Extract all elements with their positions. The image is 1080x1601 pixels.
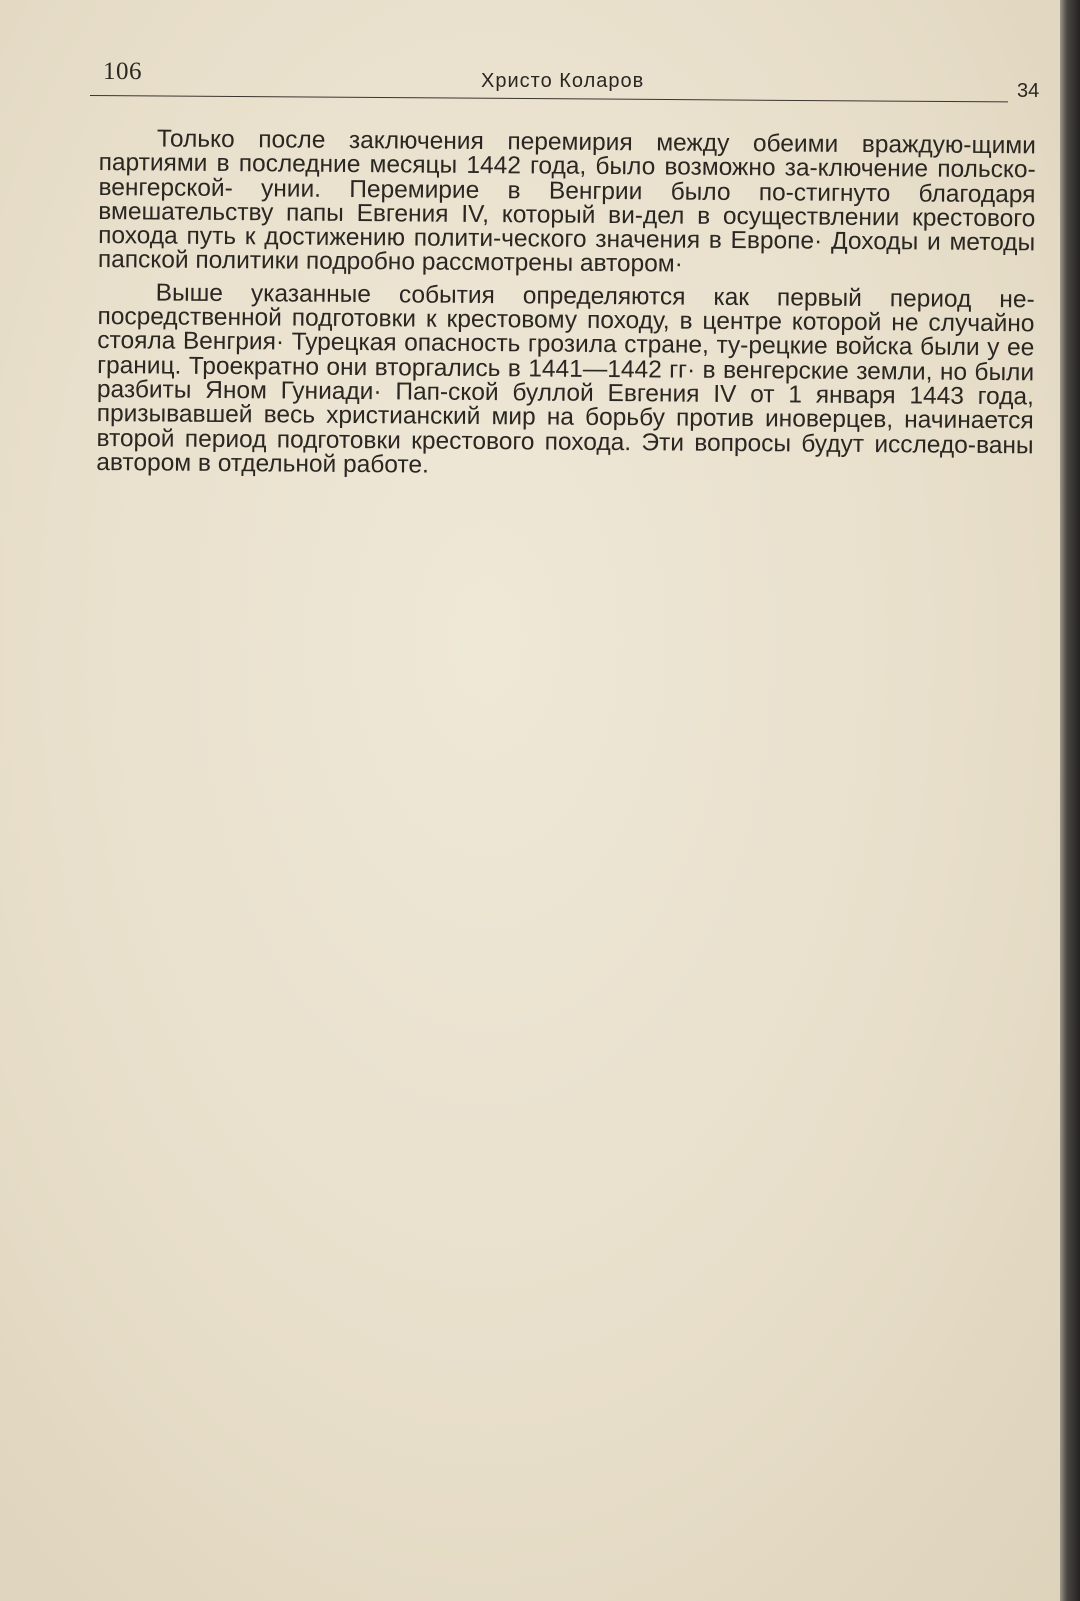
- paragraph-2: Выше указанные события определяются как первый период не-посредственной подготовки к крестовому походу, в центре которой не случайно стояла Венгрия· Турецкая опасность грозила стране, ту-рецкие войска были у ее границ. Троекратно они вторгались в 1441—1442 гг· в венгерские земли, но были разбиты Яном Гуниади· Пап-ской буллой Евгения IV от 1 января 1443 года, призывавшей весь христианский мир на борьбу против иноверцев, начинается второй период подготовки крестового похода. Эти вопросы будут исследо-ваны автором в отдельной работе.: [96, 279, 1035, 479]
- page-marker: 34: [1017, 80, 1040, 102]
- body-text: [96, 127, 1036, 483]
- page-edge-shadow: [1060, 0, 1080, 1601]
- running-title: Христо Коларов: [481, 70, 645, 92]
- paragraph-1: Только после заключения перемирия между обеими враждую-щими партиями в последние месяцы 1442 года, было возможно за-ключение польско-венгерской- унии. Перемирие в Венгрии было по-стигнуто благодаря вмешательству папы Евгения IV, который ви-дел в осуществлении крестового похода путь к достижению полити-ческого значения в Европе· Доходы и методы папской политики подробно рассмотрены автором·: [97, 125, 1036, 279]
- header-rule: [90, 95, 1008, 102]
- page-number: 106: [103, 58, 142, 85]
